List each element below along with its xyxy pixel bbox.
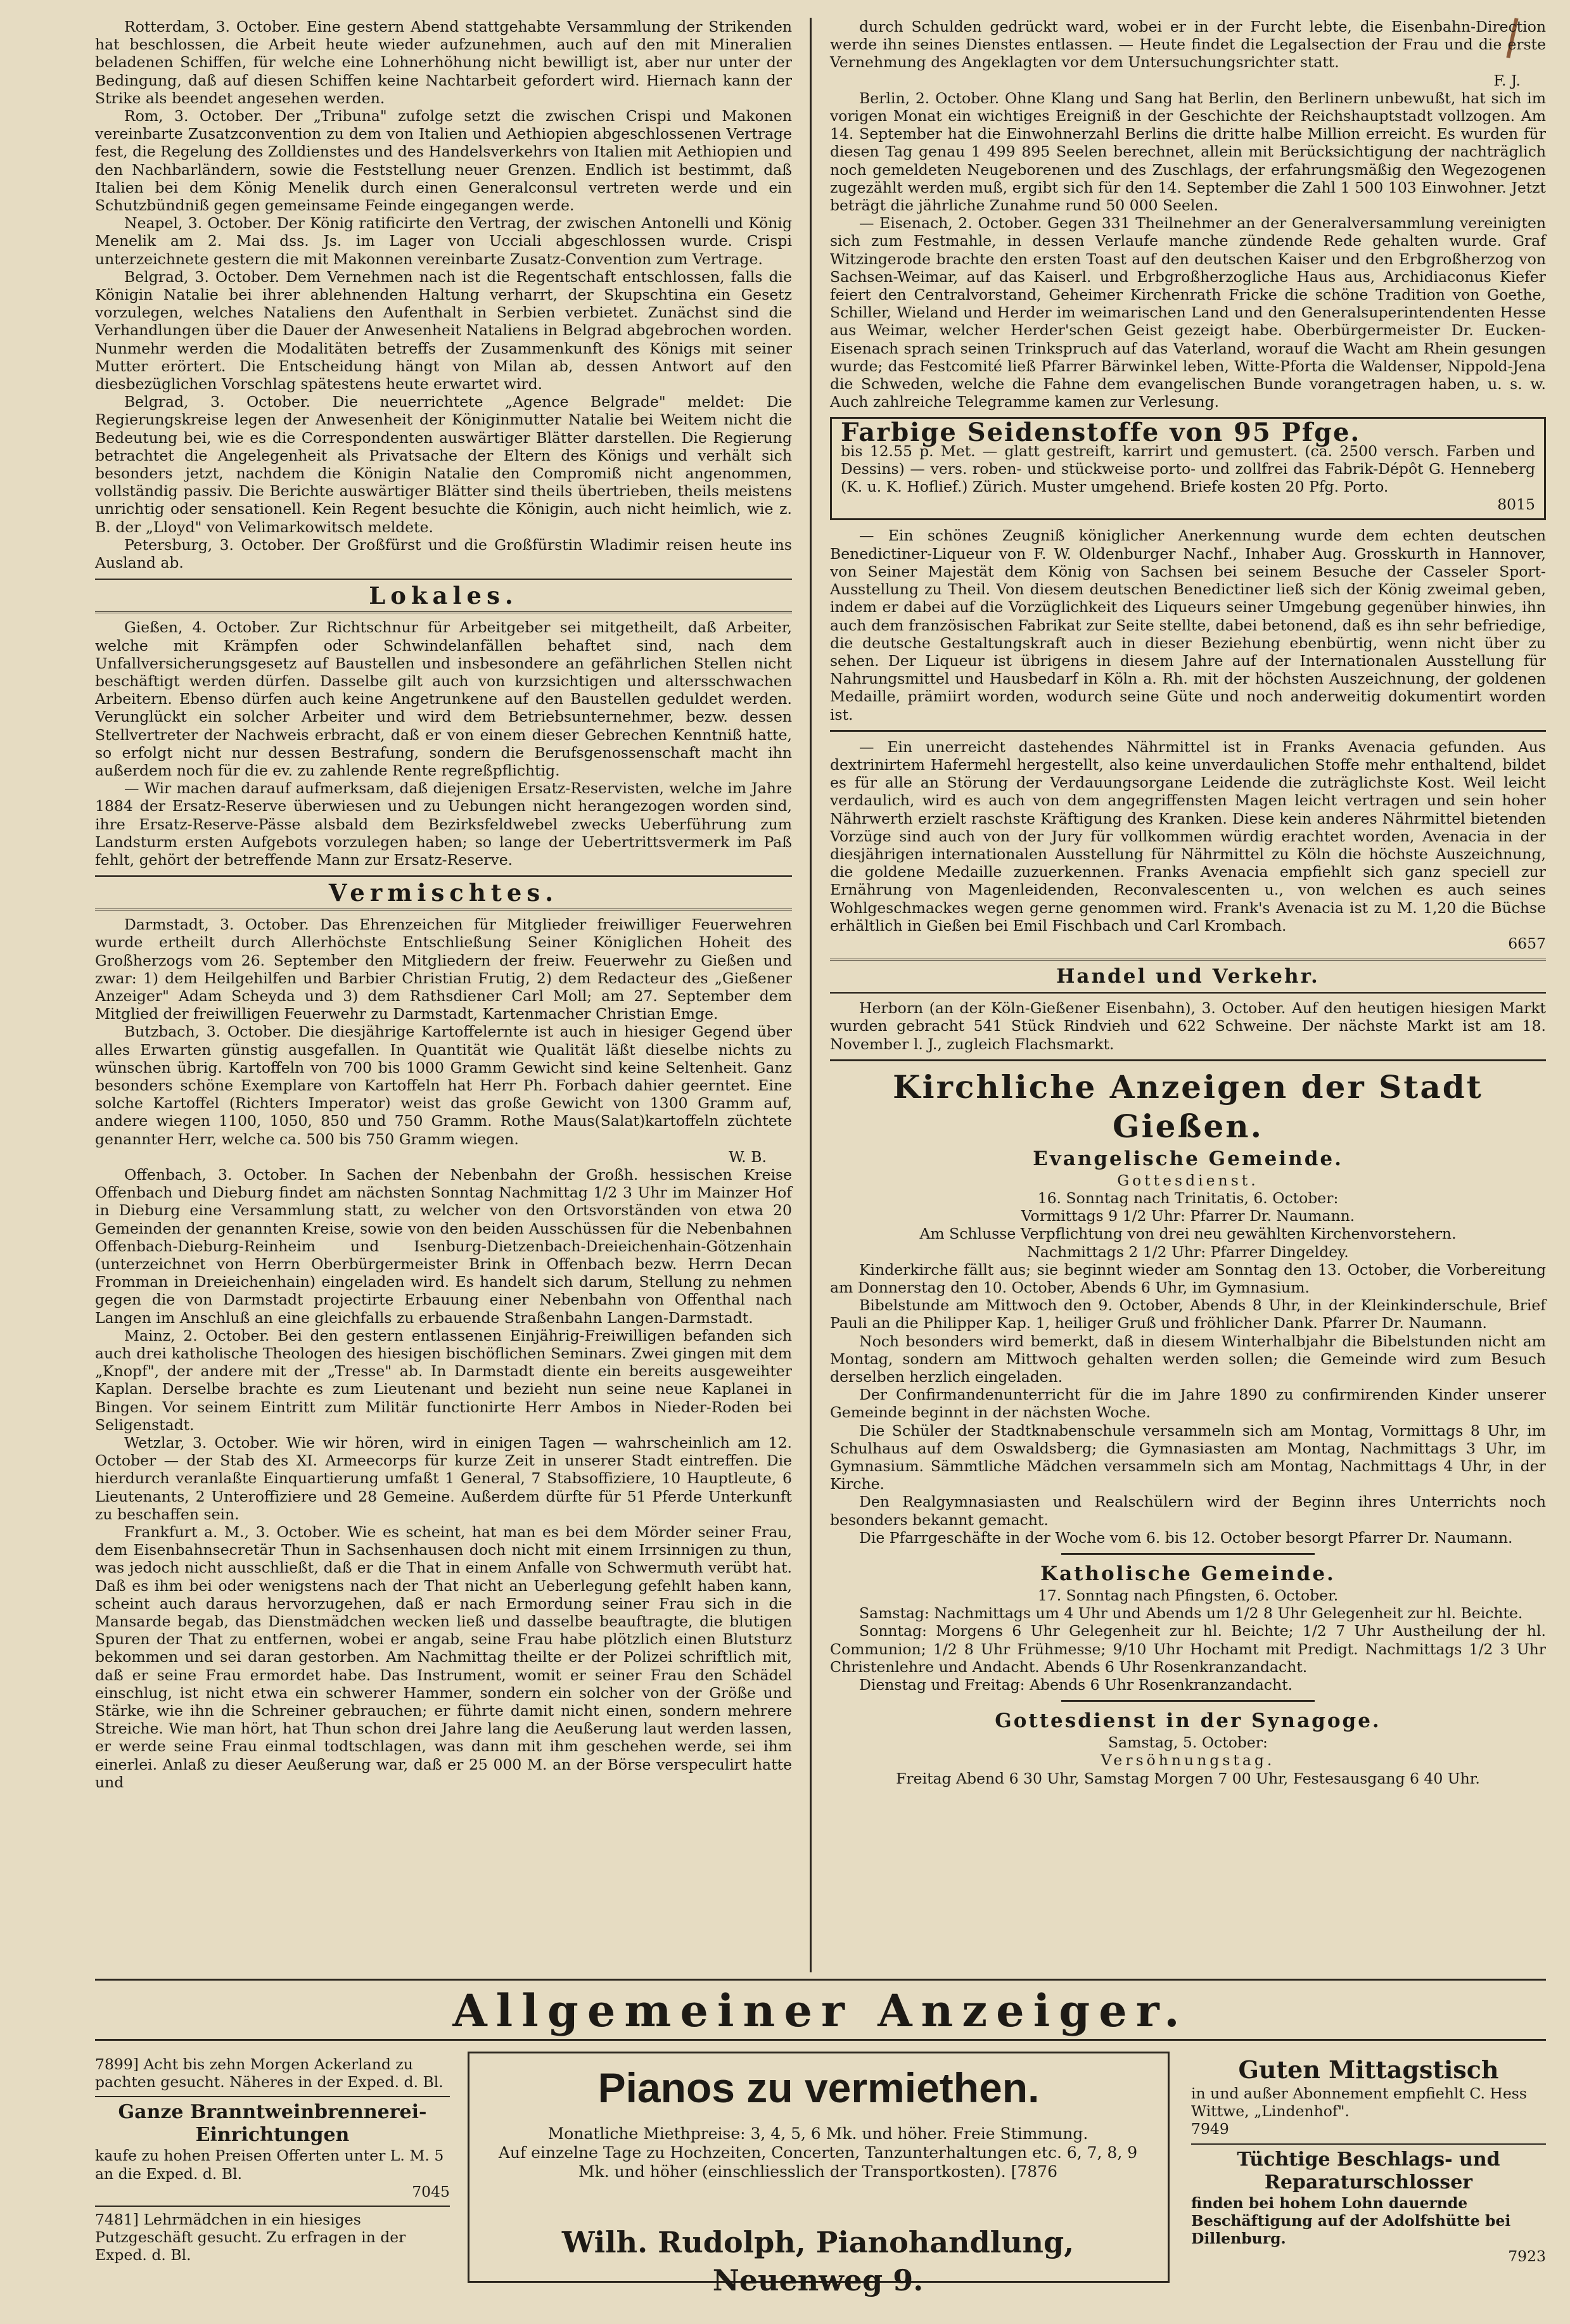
- divider: [1061, 1700, 1315, 1702]
- anzeiger-divider: [95, 2039, 1546, 2041]
- kat-sunday: 17. Sonntag nach Pfingsten, 6. October.: [1037, 1587, 1339, 1605]
- article-belgrad-2: Belgrad, 3. October. Die neuerrichtete „Agence Belgrade" meldet: Die Regierungskreise legen der Anwesenheit der Königinmutter Natalie bei Weitem nicht die Bedeutung bei, wie es die Correspondenten auswärtiger Blätter darstellen. Die Regierung betrachtet die Angelegenheit als Privatsache der Eltern des Königs und verhält sich besonders jetzt, nachdem die Königin Natalie den Compromiß nicht angenommen, vollständig passiv. Die Berichte auswärtiger Blätter sind theils übertrieben, theils meistens unrichtig oder sensationell. Kein Regent besuchte die Königin, auch nicht heimlich, wie z. B. der „Lloyd" von Velimarkowitsch meldete.: [95, 393, 792, 536]
- article-offenbach: Offenbach, 3. October. In Sachen der Nebenbahn der Großh. hessischen Kreise Offenbach und Dieburg findet am nächsten Sonntag Nachmittag 1/2 3 Uhr im Mainzer Hof in Dieburg eine Versammlung statt, zu welcher von den Ortsvorständen von etwa 20 Gemeinden der genannten Kreise, sowie von den beiden Ausschüssen für die Nebenbahnen Offenbach-Dieburg-Reinheim und Isenburg-Dietzenbach-Dreieichenhain-Götzenhain (unterzeichnet von Herrn Oberbürgermeister Brink in Offenbach bezw. Herrn Decan Fromman in Dreieichenhain) eingeladen wird. Es handelt sich darum, Stellung zu nehmen gegen die von Darmstadt projectirte Erbauung einer Nebenbahn von Offenthal nach Langen im Anschluß an eine gleichfalls zu erbauende Straßenbahn Langen-Darmstadt.: [95, 1165, 792, 1327]
- ev-schueler: Die Schüler der Stadtknabenschule versammeln sich am Montag, Vormittags 8 Uhr, im Schulhaus auf dem Oswaldsberg; die Gymnasiasten am Montag, Nachmittags 3 Uhr, im Gymnasium. Sämmtliche Mädchen versammeln sich am Montag, Nachmittags 4 Uhr, in der Kirche.: [830, 1421, 1546, 1493]
- article-rotterdam: Rotterdam, 3. October. Eine gestern Abend stattgehabte Versammlung der Strikenden hat beschlossen, die Arbeit heute wieder aufzunehmen, auch auf den mit Mineralien beladenen Schiffen, für welche eine Lohnerhöhung nicht bewilligt ist, aber nur unter der Bedingung, daß auf diesen Schiffen keine Nachtarbeit gefordert wird. Hiernach kann der Strike als beendet angesehen werden.: [95, 18, 792, 107]
- article-benedictiner: — Ein schönes Zeugniß königlicher Anerkennung wurde dem echten deutschen Benedictiner-Liqueur von F. W. Oldenburger Nachf., Inhaber Aug. Grosskurth in Hannover, von Seiner Majestät dem König von Sachsen bei seinem Besuche der Casseler Sport-Ausstellung zu Theil. Von diesem deutschen Benedictiner ließ sich der König zweimal geben, indem er dabei auf die Vorzüglichkeit des Liqueurs seiner Umgebung gegenüber hinwies, ihn auch dem französischen Fabrikat zur Seite stellte, dabei betonend, daß es ihn sehr befriedige, die deutsche Gestaltungskraft auch in dieser Beziehung ebenbürtig, wenn nicht über zu sehen. Der Liqueur ist übrigens in diesem Jahre auf der Internationalen Ausstellung für Nahrungsmittel und Hausbedarf in Köln a. Rh. mit der höchsten Auszeichnung, der goldenen Medaille, prämiirt worden, wodurch seine Güte und noch anderweitig dokumentirt worden ist.: [830, 527, 1546, 724]
- article-butzbach: Butzbach, 3. October. Die diesjährige Kartoffelernte ist auch in hiesiger Gegend über alles Erwarten günstig ausgefallen. In Quantität wie Qualität läßt dieselbe nichts zu wünschen übrig. Kartoffeln von 700 bis 1000 Gramm Gewicht sind keine Seltenheit. Ganz besonders schöne Exemplare von Kartoffeln hat Herr Ph. Forbach dahier geerntet. Eine solche Kartoffel (Richters Imperator) weist das große Gewicht von 1300 Gramm auf, andere wiegen 1100, 1050, 850 und 750 Gramm. Rothe Maus(Salat)kartoffeln züchtete genannter Herr, welche ca. 500 bis 750 Gramm wiegen.: [95, 1023, 792, 1148]
- kat-dienstag: Dienstag und Freitag: Abends 6 Uhr Rosenkranzandacht.: [859, 1676, 1293, 1694]
- ev-sunday: 16. Sonntag nach Trinitatis, 6. October:: [1037, 1189, 1339, 1207]
- ev-kinderkirche: Kinderkirche fällt aus; sie beginnt wieder am Sonntag den 13. October, die Vorbereitung am Donnerstag den 10. October, Abends 6 Uhr, im Gymnasium.: [830, 1260, 1546, 1296]
- article-neapel: Neapel, 3. October. Der König ratificirte den Vertrag, der zwischen Antonelli und König Menelik am 2. Mai dss. Js. im Lager von Ucciali abgeschlossen wurde. Crispi unterzeichnete gestern die mit Makonnen vereinbarte Zusatz-Convention zum Vertrage.: [95, 214, 792, 268]
- ad-seidenstoffe-number: 8015: [1497, 495, 1535, 514]
- ad-seidenstoffe-title: Farbige Seidenstoffe von 95 Pfge.: [841, 418, 1361, 448]
- ad-ackerland: 7899] Acht bis zehn Morgen Ackerland zu pachten gesucht. Näheres in der Exped. d. Bl.: [95, 2052, 450, 2097]
- divider: [830, 1059, 1546, 1061]
- ev-morning: Vormittags 9 1/2 Uhr: Pfarrer Dr. Naumann.: [1021, 1207, 1355, 1225]
- ad-branntwein-heading: Ganze Branntweinbrennerei-Einrichtungen: [118, 2101, 427, 2147]
- divider: [830, 730, 1546, 732]
- kat-samstag: Samstag: Nachmittags um 4 Uhr und Abends um 1/2 8 Uhr Gelegenheit zur hl. Beichte.: [859, 1604, 1523, 1623]
- ad-mittagstisch: [1191, 2052, 1546, 2145]
- article-berlin: Berlin, 2. October. Ohne Klang und Sang hat Berlin, den Berlinern unbewußt, hat sich im vorigen Monat ein wichtiges Ereigniß in der Geschichte der Reichshauptstadt vollzogen. Am 14. September hat die Einwohnerzahl Berlins die dritte halbe Million erreicht. Es wurden für diesen Tag genau 1 499 895 Seelen berechnet, allein mit Berücksichtigung der nachträglich noch gemeldeten Neugeborenen und des Zuschlags, der erfahrungsmäßig den Wegezogenen zugezählt werden muß, ergibt sich für den 14. September die Zahl 1 500 103 Einwohner. Jetzt beträgt die jährliche Zunahme rund 50 000 Seelen.: [830, 89, 1546, 215]
- article-avenacia: — Ein unerreicht dastehendes Nährmittel ist in Franks Avenacia gefunden. Aus dextrinirtem Hafermehl hergestellt, also keine unverdaulichen Stoffe mehr enthaltend, bildet es für alle an Störung der Verdauungsorgane Leidende die zuträglichste Kost. Weil leicht verdaulich, wird es auch von dem angegriffensten Magen leicht vertragen und sein hoher Nährwerth erzielt raschste Kräftigung des Kranken. Diese kein anderes Nährmittel bietenden Vorzüge sind auch von der Jury für vollkommen würdig erachtet worden, Avenacia in der diesjährigen internationalen Ausstellung für Nährmittel zu Köln die höchste Auszeichnung, die goldene Medaille zuzuerkennen. Franks Avenacia empfiehlt sich ganz speciell zur Ernährung von Magenleidenden, Reconvalescenten u., von welchen es auch seines Wohlgeschmackes wegen gerne genommen wird. Frank's Avenacia ist zu M. 1,20 die Büchse erhältlich in Gießen bei Emil Fischbach und Carl Krombach.: [830, 737, 1546, 935]
- ev-afternoon: Nachmittags 2 1/2 Uhr: Pfarrer Dingeldey.: [1027, 1242, 1349, 1261]
- divider: [1061, 1553, 1315, 1555]
- ev-bemerkung: Noch besonders wird bemerkt, daß in diesem Winterhalbjahr die Bibelstunden nicht am Montag, sondern am Mittwoch gehalten werden sollen; die Gemeinde wird zum Besuch derselben herzlich eingeladen.: [830, 1332, 1546, 1386]
- right-column: [830, 18, 1546, 1787]
- anzeiger-left-ads: [95, 2052, 450, 2264]
- syn-day: Versöhnungstag.: [1101, 1751, 1275, 1770]
- ad-pianos-line2: Auf einzelne Tage zu Hochzeiten, Concerten, Tanzunterhaltungen etc. 6, 7, 8, 9 Mk. und höher (einschliesslich der Transportkosten). [7876: [498, 2143, 1138, 2181]
- article-wetzlar: Wetzlar, 3. October. Wie wir hören, wird in einigen Tagen — wahrscheinlich am 12. October — der Stab des XI. Armeecorps für kurze Zeit in unserer Stadt eintreffen. Die hierdurch veranlaßte Einquartierung umfaßt 1 General, 7 Stabsoffiziere, 10 Hauptleute, 6 Lieutenants, 2 Unteroffiziere und 28 Gemeine. Außerdem dürfte für 51 Pferde Unterkunft zu beschaffen sein.: [95, 1434, 792, 1523]
- allgemeiner-anzeiger: [95, 1979, 1546, 2297]
- article-rom: Rom, 3. October. Der „Tribuna" zufolge setzt die zwischen Crispi und Makonen vereinbarte Zusatzconvention zu dem von Italien und Aethiopien abgeschlossenen Vertrage fest, die Regelung des Zolldienstes und des Handelsverkehrs von Italien mit Aethiopien und den Nachbarländern, sowie die Feststellung neuer Grenzen. Endlich ist bestimmt, daß Italien bei dem König Menelik durch einen Generalconsul vertreten werde und ein Schutzbündniß gegen gemeinsame Feinde eingegangen werde.: [95, 107, 792, 215]
- ad-pianos-title: Pianos zu vermiethen.: [597, 2064, 1040, 2111]
- ad-mittagstisch-heading: Guten Mittagstisch: [1238, 2055, 1499, 2084]
- ev-confirmanden: Der Confirmandenunterricht für die im Jahre 1890 zu confirmirenden Kinder unserer Gemeinde beginnt in der nächsten Woche.: [830, 1386, 1546, 1422]
- article-frankfurt-cont: durch Schulden gedrückt ward, wobei er in der Furcht lebte, die Eisenbahn-Direction werde ihn seines Dienstes entlassen. — Heute findet die Legalsection der Frau und die erste Vernehmung des Angeklagten vor dem Untersuchungsrichter statt.: [830, 18, 1546, 72]
- ad-mittagstisch-text: in und außer Abonnement empfiehlt C. Hess Wittwe, „Lindenhof".: [1191, 2085, 1527, 2121]
- ad-branntwein-number: 7045: [412, 2182, 450, 2200]
- ad-mittagstisch-number: 7949: [1191, 2120, 1229, 2138]
- article-belgrad-1: Belgrad, 3. October. Dem Vernehmen nach ist die Regentschaft entschlossen, falls die Königin Natalie bei ihrer ablehnenden Haltung verharrt, der Skupschtina ein Gesetz vorzulegen, welches Nataliens den Aufenthalt in Serbien verbietet. Zunächst sind die Verhandlungen über die Dauer der Anwesenheit Nataliens in Belgrad abgebrochen worden. Nunmehr werden die Modalitäten betreffs der Zusammenkunft des Königs mit seiner Mutter erörtert. Die Entscheidung hängt von Milan ab, dessen Antwort auf den diesbezüglichen Vorschlag spätestens heute erwartet wird.: [95, 267, 792, 393]
- ad-pianos-firm: Wilh. Rudolph, Pianohandlung, Neuenweg 9.: [561, 2225, 1075, 2297]
- anzeiger-title: Allgemeiner Anzeiger.: [452, 1984, 1189, 2037]
- article-giessen: Gießen, 4. October. Zur Richtschnur für Arbeitgeber sei mitgetheilt, daß Arbeiter, welche mit Krämpfen oder Schwindelanfällen behaftet sind, nach dem Unfallversicherungsgesetz auf Baustellen und insbesondere an gefährlichen Stellen nicht beschäftigt werden dürfen. Dasselbe gilt auch von kurzsichtigen und altersschwachen Arbeitern. Ebenso dürfen auch keine Angetrunkene auf den Baustellen geduldet werden. Verunglückt ein solcher Arbeiter und wird dem Betriebsunternehmer, bezw. dessen Stellvertreter der Nachweis erbracht, daß er von einem dieser Gebrechen Kenntniß hatte, so erfolgt nicht nur dessen Bestrafung, sondern die Berufsgenossenschaft macht ihn außerdem noch für die ev. zu zahlende Rente regreßpflichtig.: [95, 618, 792, 779]
- article-petersburg: Petersburg, 3. October. Der Großfürst und die Großfürstin Wladimir reisen heute ins Ausland ab.: [95, 535, 792, 572]
- ad-schlosser-text: finden bei hohem Lohn dauernde Beschäftigung auf der Adolfshütte bei Dillenburg.: [1191, 2193, 1511, 2248]
- ad-pianos-prices: [488, 2124, 1147, 2181]
- evangelische-gemeinde-heading: Evangelische Gemeinde.: [1033, 1147, 1343, 1170]
- ad-branntwein: [95, 2097, 450, 2207]
- section-lokales-heading: Lokales.: [95, 578, 792, 613]
- signature-fj: F. J.: [1493, 71, 1521, 89]
- ev-pfarrgeschaefte: Die Pfarrgeschäfte in der Woche vom 6. bis 12. October besorgt Pfarrer Dr. Naumann.: [859, 1528, 1513, 1547]
- katholische-gemeinde-heading: Katholische Gemeinde.: [1040, 1562, 1336, 1586]
- left-column: [95, 18, 792, 1791]
- anzeiger-right-ads: [1191, 2052, 1546, 2265]
- ad-schlosser-number: 7923: [1508, 2247, 1546, 2266]
- newspaper-page: [95, 18, 1546, 2299]
- ev-note: Am Schlusse Verpflichtung von drei neu gewählten Kirchenvorstehern.: [919, 1225, 1457, 1243]
- ad-branntwein-text: kaufe zu hohen Preisen Offerten unter L. M. 5 an die Exped. d. Bl.: [95, 2147, 444, 2183]
- avenacia-number: 6657: [1508, 934, 1546, 952]
- kirchliche-anzeigen-heading: Kirchliche Anzeigen der Stadt Gießen.: [893, 1068, 1483, 1145]
- ad-pianos: [468, 2052, 1170, 2297]
- article-ersatz-reserve: — Wir machen darauf aufmerksam, daß diejenigen Ersatz-Reservisten, welche im Jahre 1884 der Ersatz-Reserve überwiesen und zu Uebungen nicht herangezogen worden sind, ihre Ersatz-Reserve-Pässe alsbald dem Bezirksfeldwebel zwecks Ueberführung zum Landsturm ersten Aufgebots vorzulegen haben; so lange der Uebertrittsvermerk im Paß fehlt, gehört der betreffende Mann zur Ersatz-Reserve.: [95, 779, 792, 869]
- column-divider: [810, 18, 812, 1972]
- ad-pianos-line1: Monatliche Miethpreise: 3, 4, 5, 6 Mk. und höher. Freie Stimmung.: [547, 2124, 1088, 2143]
- syn-times: Freitag Abend 6 30 Uhr, Samstag Morgen 7 00 Uhr, Festesausgang 6 40 Uhr.: [896, 1769, 1480, 1787]
- article-mainz: Mainz, 2. October. Bei den gestern entlassenen Einjährig-Freiwilligen befanden sich auch drei katholische Theologen des hiesigen bischöflichen Seminars. Zwei gingen mit dem „Knopf", der andere mit der „Tresse" ab. In Darmstadt diente ein bereits ausgeweihter Kaplan. Derselbe brachte es zum Lieutenant und bezieht nun seine neue Kaplanei in Bingen. Vor seinem Eintritt zum Militär functionirte Herr Ambos in Nieder-Roden bei Seligenstadt.: [95, 1326, 792, 1434]
- section-vermischtes-heading: Vermischtes.: [95, 875, 792, 910]
- syn-date: Samstag, 5. October:: [1108, 1733, 1268, 1752]
- ad-schlosser-heading: Tüchtige Beschlags- und Reparaturschlosser: [1237, 2148, 1500, 2193]
- ad-lehrmaedchen: 7481] Lehrmädchen in ein hiesiges Putzgeschäft gesucht. Zu erfragen in der Exped. d. Bl.: [95, 2211, 406, 2264]
- gottesdienst-label: Gottesdienst.: [1117, 1171, 1259, 1189]
- article-herborn: Herborn (an der Köln-Gießener Eisenbahn), 3. October. Auf den heutigen hiesigen Markt wurden gebracht 541 Stück Rindvieh und 622 Schweine. Der nächste Markt ist am 18. November l. J., zugleich Flachsmarkt.: [830, 999, 1546, 1053]
- section-handel-heading: Handel und Verkehr.: [830, 959, 1546, 994]
- synagoge-heading: Gottesdienst in der Synagoge.: [995, 1709, 1381, 1733]
- signature-wb: W. B.: [729, 1147, 767, 1166]
- kat-sonntag: Sonntag: Morgens 6 Uhr Gelegenheit zur hl. Beichte; 1/2 7 Uhr Austheilung der hl. Communion; 1/2 8 Uhr Frühmesse; 9/10 Uhr Hochamt mit Predigt. Nachmittags 1/2 3 Uhr Christenlehre und Andacht. Abends 6 Uhr Rosenkranzandacht.: [830, 1622, 1546, 1676]
- article-darmstadt: Darmstadt, 3. October. Das Ehrenzeichen für Mitglieder freiwilliger Feuerwehren wurde ertheilt durch Allerhöchste Entschließung Seiner Königlichen Hoheit des Großherzogs vom 26. September den Mitgliedern der freiw. Feuerwehr zu Gießen und zwar: 1) dem Heilgehilfen und Barbier Christian Frutig, 2) dem Redacteur des „Gießener Anzeiger" Adam Scheyda und 3) dem Rathsdiener Carl Moll; am 27. September dem Mitglied der freiwilligen Feuerwehr zu Darmstadt, Kartenmacher Christian Emge.: [95, 916, 792, 1023]
- article-eisenach: — Eisenach, 2. October. Gegen 331 Theilnehmer an der Generalversammlung vereinigten sich zum Festmahle, in dessen Verlaufe manche zündende Rede gehalten wurde. Graf Witzingerode brachte den ersten Toast auf den deutschen Kaiser und den Erbgroßherzog von Sachsen-Weimar, auf das Kaiserl. und Erbgroßherzogliche Haus aus, Archidiaconus Kiefer feiert den Centralvorstand, Geheimer Kirchenrath Fricke die schöne Tradition von Goethe, Schiller, Wieland und Herder im weimarischen Land und den Generalsuperintendenten Hesse aus Weimar, welcher Herder'schen Geist gezeigt habe. Oberbürgermeister Dr. Eucken-Eisenach sprach seinen Trinkspruch auf das Vaterland, worauf die Wacht am Rhein gesungen wurde; das Festcomité ließ Pfarrer Bärwinkel leben, Witte-Pforta die Waldenser, Nippold-Jena die Schweden, welche die Fahne dem evangelischen Bunde vorangetragen haben, u. s. w. Auch zahlreiche Telegramme kamen zur Verlesung.: [830, 214, 1546, 411]
- ev-bibelstunde: Bibelstunde am Mittwoch den 9. October, Abends 8 Uhr, in der Kleinkinderschule, Brief Pauli an die Philipper Kap. 1, heiliger Gruß und fröhlicher Dank. Pfarrer Dr. Naumann.: [830, 1296, 1546, 1332]
- ev-realgymnasiasten: Den Realgymnasiasten und Realschülern wird der Beginn ihres Unterrichts noch besonders bekannt gemacht.: [830, 1493, 1546, 1529]
- ad-schlosser: [1191, 2145, 1546, 2266]
- ad-seidenstoffe: [830, 417, 1546, 520]
- ad-seidenstoffe-text: bis 12.55 p. Met. — glatt gestreift, karrirt und gemustert. (ca. 2500 versch. Farben und Dessins) — vers. roben- und stückweise porto- und zollfrei das Fabrik-Dépôt G. Henneberg (K. u. K. Hoflief.) Zürich. Muster umgehend. Briefe kosten 20 Pfg. Porto.: [841, 442, 1535, 496]
- article-frankfurt: Frankfurt a. M., 3. October. Wie es scheint, hat man es bei dem Mörder seiner Frau, dem Eisenbahnsecretär Thun in Sachsenhausen doch nicht mit einem Irrsinnigen zu thun, was jedoch nicht ausschließt, daß er die That in einem Anfalle von Schwermuth verübt hat. Daß es ihm bei oder wenigstens nach der That nicht an Ueberlegung gefehlt haben kann, scheint auch daraus hervorzugehen, daß er nach Ermordung seiner Frau sich in die Mansarde begab, das Dienstmädchen wecken ließ und dasselbe beauftragte, die blutigen Spuren der That zu entfernen, wobei er angab, seine Frau habe plötzlich einen Blutsturz bekommen und sei daran gestorben. Am Nachmittag theilte er der Polizei schriftlich mit, daß er seine Frau ermordet habe. Das Instrument, womit er seiner Frau den Schädel einschlug, ist nicht etwa ein schwerer Hammer, sondern ein solcher von der Größe und Stärke, wie ihn die Schreiner gebrauchen; er führte damit nicht einen, sondern mehrere Streiche. Wie man hört, hat Thun schon drei Jahre lang die Aeußerung laut werden lassen, er werde seine Frau einmal todtschlagen, was dann mit ihm geschehen werde, sei ihm einerlei. Anlaß zu dieser Aeußerung war, daß er 25 000 M. an der Börse verspeculirt hatte und: [95, 1523, 792, 1791]
